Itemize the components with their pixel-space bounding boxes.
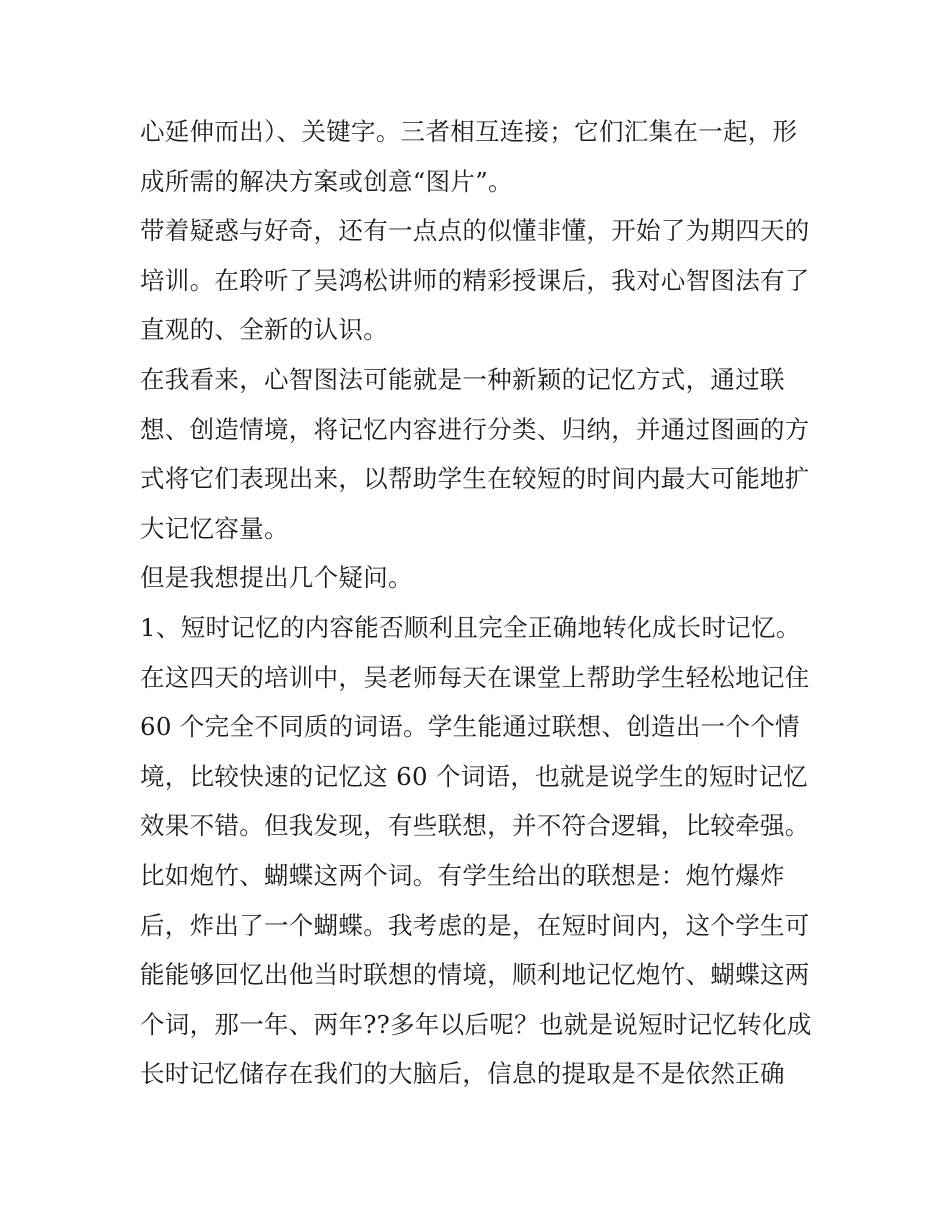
text-line: 想、创造情境，将记忆内容进行分类、归纳，并通过图画的方 [140,414,810,444]
text-line: 但是我想提出几个疑问。 [140,563,413,593]
body-text [140,107,830,1099]
text-line: 境，比较快速的记忆这 60 个词语，也就是说学生的短时记忆 [140,761,808,791]
text-line: 在我看来，心智图法可能就是一种新颖的记忆方式，通过联 [140,364,785,394]
text-line: 直观的、全新的认识。 [140,315,388,345]
text-line: 后，炸出了一个蝴蝶。我考虑的是，在短时间内，这个学生可 [140,910,810,940]
text-line: 能能够回忆出他当时联想的情境，顺利地记忆炮竹、蝴蝶这两 [140,960,810,990]
text-line: 成所需的解决方案或创意“图片”。 [140,166,513,196]
text-line: 大记忆容量。 [140,513,289,543]
text-line: 个词，那一年、两年??多年以后呢？也就是说短时记忆转化成 [140,1009,812,1039]
text-line: 心延伸而出）、关键字。三者相互连接；它们汇集在一起，形 [140,117,798,146]
text-line: 带着疑惑与好奇，还有一点点的似懂非懂，开始了为期四天的 [140,216,810,246]
text-line: 式将它们表现出来，以帮助学生在较短的时间内最大可能地扩 [140,464,810,494]
text-line: 1、短时记忆的内容能否顺利且完全正确地转化成长时记忆。 [140,612,801,642]
text-line: 效果不错。但我发现，有些联想，并不符合逻辑，比较牵强。 [140,811,810,841]
text-line: 比如炮竹、蝴蝶这两个词。有学生给出的联想是：炮竹爆炸 [140,860,785,890]
text-line: 培训。在聆听了吴鸿松讲师的精彩授课后，我对心智图法有了 [140,265,810,295]
text-line: 在这四天的培训中，吴老师每天在课堂上帮助学生轻松地记住 [140,662,810,692]
text-line: 60 个完全不同质的词语。学生能通过联想、创造出一个个情 [140,712,800,742]
text-line: 长时记忆储存在我们的大脑后，信息的提取是不是依然正确 [140,1059,785,1089]
